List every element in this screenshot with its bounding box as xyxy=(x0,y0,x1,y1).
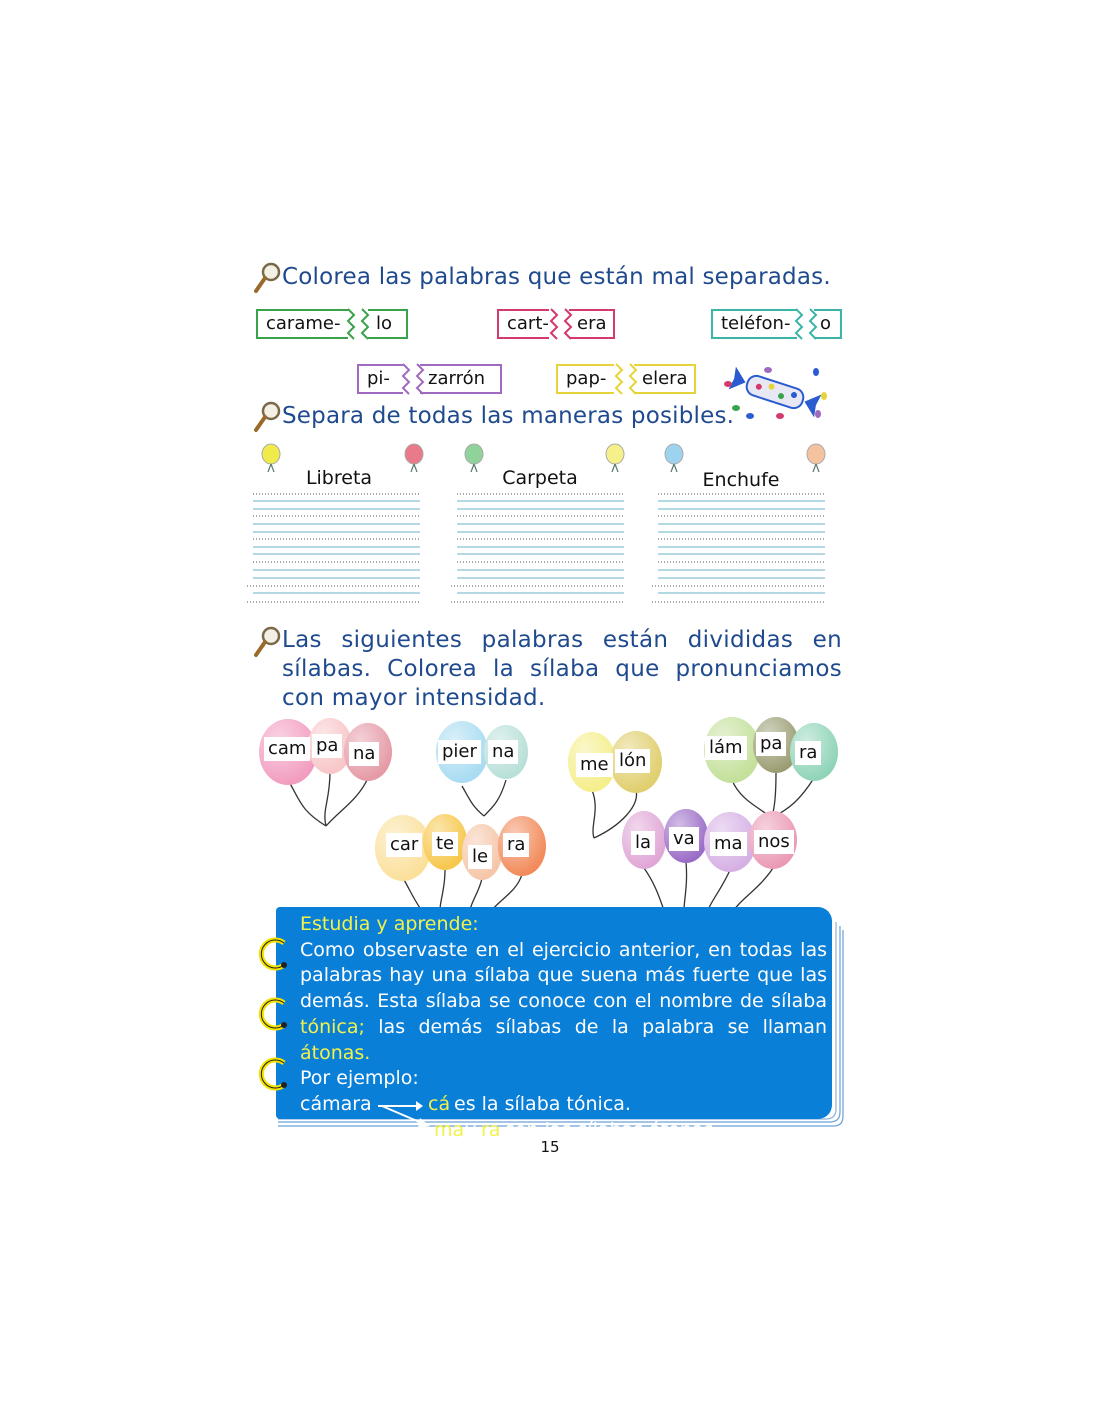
study-text-2: las demás sílabas de la palabra se llaman xyxy=(378,1015,827,1038)
syllable-ra[interactable]: ra xyxy=(795,741,821,765)
example-label: Por ejemplo: xyxy=(300,1067,419,1090)
atonas-term: átonas. xyxy=(300,1041,371,1064)
syllable-va[interactable]: va xyxy=(669,827,699,851)
syllable-ra[interactable]: ra xyxy=(503,833,529,857)
word-piece-right[interactable]: lo xyxy=(368,309,408,339)
syllable-pier[interactable]: pier xyxy=(438,740,481,764)
binder-ring-icon xyxy=(254,935,290,971)
example-tonic-text: es la sílaba tónica. xyxy=(454,1092,631,1115)
word-piece-right[interactable]: o xyxy=(814,309,842,339)
exercise1-instruction: Colorea las palabras que están mal separadas. xyxy=(282,264,831,290)
word-enchufe: Enchufe xyxy=(702,469,780,491)
word-piece-right[interactable]: zarrón xyxy=(420,364,502,394)
binder-ring-icon xyxy=(254,995,290,1031)
word-piece-left[interactable]: pap- xyxy=(556,364,614,394)
syllable-pa[interactable]: pa xyxy=(756,732,786,756)
example-atonic-1: ma xyxy=(434,1118,465,1141)
word-piece-left[interactable]: cart- xyxy=(497,309,549,339)
syllable-lon[interactable]: lón xyxy=(615,749,650,773)
study-paragraph xyxy=(300,938,827,1067)
example-atonic-2: ra xyxy=(481,1118,501,1141)
word-piece-left[interactable]: teléfon- xyxy=(711,309,797,339)
syllable-ma[interactable]: ma xyxy=(710,832,747,856)
study-content xyxy=(300,912,827,1143)
page-number: 15 xyxy=(540,1138,560,1156)
word-piece-right[interactable]: era xyxy=(569,309,615,339)
example-word: cámara xyxy=(300,1092,372,1115)
example-atonic-text: son las sílabas átonas. xyxy=(505,1118,720,1141)
study-title: Estudia y aprende: xyxy=(300,913,479,935)
study-text-1: Como observaste en el ejercicio anterior, en todas las palabras hay una sílaba que suena más fuerte que las demás. Esta sílaba se conoce con el nombre de sílaba xyxy=(300,938,827,1013)
syllable-na[interactable]: na xyxy=(349,742,379,766)
syllable-la[interactable]: la xyxy=(631,831,655,855)
syllable-nos[interactable]: nos xyxy=(754,830,794,854)
binder-ring-icon xyxy=(254,1055,290,1091)
arrow-down-right-icon xyxy=(380,1104,432,1134)
syllable-le[interactable]: le xyxy=(468,845,492,869)
word-carpeta: Carpeta xyxy=(502,467,578,489)
syllable-cam[interactable]: cam xyxy=(264,737,310,761)
example-and: y xyxy=(465,1118,477,1141)
word-piece-left[interactable]: carame- xyxy=(256,309,348,339)
exercise2-instruction: Separa de todas las maneras posibles. xyxy=(282,403,735,429)
word-piece-left[interactable]: pi- xyxy=(357,364,403,394)
syllable-lam[interactable]: lám xyxy=(705,736,747,760)
word-piece-right[interactable]: elera xyxy=(634,364,696,394)
syllable-me[interactable]: me xyxy=(576,753,613,777)
syllable-te[interactable]: te xyxy=(432,832,458,856)
tonica-term: tónica; xyxy=(300,1015,365,1038)
example-tonic-syllable: cá xyxy=(428,1092,451,1115)
syllable-na[interactable]: na xyxy=(488,740,518,764)
syllable-pa[interactable]: pa xyxy=(312,734,342,758)
word-libreta: Libreta xyxy=(305,467,373,489)
exercise3-instruction: Las siguientes palabras están divididas en sílabas. Colorea la sílaba que pronunciamos con mayor intensidad. xyxy=(282,627,842,711)
syllable-car[interactable]: car xyxy=(386,833,422,857)
